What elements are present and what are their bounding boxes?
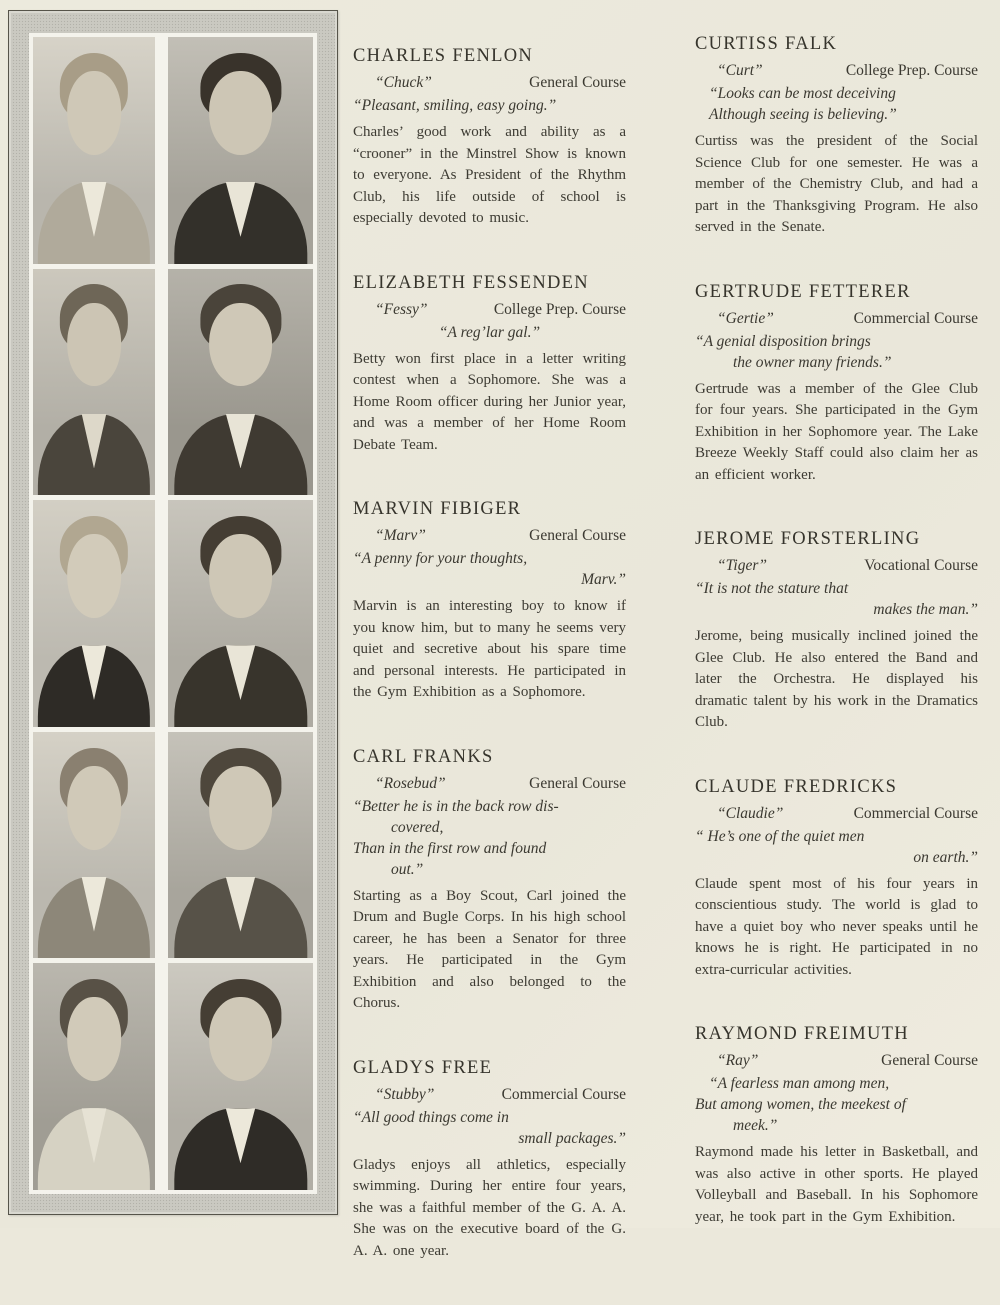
quote (353, 548, 626, 590)
nickname: “Chuck” (375, 74, 432, 91)
portrait-torso (38, 414, 150, 496)
portrait-torso (174, 1108, 307, 1190)
quote-line: “A genial disposition brings (695, 332, 871, 350)
bio-text: Gertrude was a member of the Glee Club for four years. She participated in the Gym Exhibition in her Sophomore year. The Lake Breeze Weekly Staff could also claim her as an efficient worker. (695, 380, 978, 483)
nickname: “Ray” (717, 1052, 759, 1069)
portrait-face (67, 303, 121, 387)
nickname-course-line (353, 775, 626, 793)
quote-line: covered, (391, 818, 444, 836)
portrait-photo (168, 500, 313, 727)
course-label: General Course (529, 74, 626, 91)
quote (353, 95, 626, 116)
quote-line: But among women, the meekest of (695, 1096, 906, 1113)
student-name: CLAUDE FREDRICKS (695, 776, 898, 797)
quote-line: the owner many friends.” (733, 353, 892, 371)
nickname-course-line (695, 805, 978, 823)
course-label: General Course (529, 774, 626, 792)
portrait-face (209, 997, 273, 1081)
portrait-photo (168, 963, 313, 1190)
photo-grid (29, 33, 317, 1194)
portrait-torso (174, 877, 307, 959)
portrait-face (209, 303, 273, 387)
student-entry (695, 529, 978, 734)
quote-line: “A reg’lar gal.” (438, 323, 541, 341)
student-name: GERTRUDE FETTERER (695, 281, 911, 302)
entries-column-right (695, 0, 978, 1271)
nickname-course-line (695, 310, 978, 328)
nickname: “Stubby” (375, 1085, 435, 1103)
quote-line: makes the man.” (873, 601, 978, 618)
student-name: CURTISS FALK (695, 34, 838, 54)
bio-text: Claude spent most of his four years in conscientious study. The world is glad to have a quiet boy who never speaks until he knows he is right. He participated in no extra-curricular activities. (695, 875, 978, 978)
quote (695, 578, 978, 620)
quote-line: on earth.” (913, 848, 978, 866)
nickname-course-line (353, 74, 626, 92)
course-label: Commercial Course (853, 804, 978, 822)
bio-text: Curtiss was the president of the Social Science Club for one semester. He was a member of the Chemistry Club, and had a part in the Thanksgiving Program. He also served in the Senate. (695, 133, 978, 235)
quote-line: small packages.” (518, 1129, 626, 1147)
portrait-face (67, 534, 121, 618)
bio-text: Jerome, being musically inclined joined the Glee Club. He also entered the Band and later the Orchestra. He displayed his dramatic talent by his work in the Dramatics Club. (695, 628, 978, 730)
quote (695, 83, 978, 125)
student-name: JEROME FORSTERLING (695, 529, 921, 549)
portrait-torso (174, 414, 307, 496)
course-label: General Course (881, 1052, 978, 1069)
entries-column-middle (353, 0, 626, 1305)
quote-line: “Pleasant, smiling, easy going.” (353, 97, 557, 114)
portrait-face (67, 997, 121, 1081)
photo-panel (8, 10, 338, 1215)
portrait-photo (33, 963, 155, 1190)
portrait-photo (168, 37, 313, 264)
portrait-torso (38, 1108, 150, 1190)
quote-line: “It is not the stature that (695, 580, 849, 597)
nickname-course-line (695, 557, 978, 575)
bio-text: Raymond made his letter in Basketball, and was also active in other sports. He played Volleyball and Baseball. In his Sophomore year, he took part in the Gym Exhibition. (695, 1144, 978, 1225)
nickname-course-line (353, 301, 626, 319)
nickname: “Curt” (717, 62, 763, 79)
portrait-face (67, 71, 121, 155)
student-name: CARL FRANKS (353, 746, 494, 767)
bio-text: Betty won first place in a letter writing contest when a Sophomore. She was a Home Room officer during her Junior year, and was a member of her Home Room Debate Team. (353, 350, 626, 453)
course-label: Vocational Course (864, 557, 978, 574)
course-label: Commercial Course (853, 309, 978, 327)
course-label: College Prep. Course (845, 62, 978, 79)
student-name: RAYMOND FREIMUTH (695, 1024, 909, 1044)
quote (695, 331, 978, 373)
student-entry (353, 1058, 626, 1263)
course-label: General Course (529, 527, 626, 544)
quote (695, 826, 978, 868)
student-name: GLADYS FREE (353, 1057, 493, 1078)
quote-line: meek.” (733, 1117, 778, 1134)
portrait-torso (38, 182, 150, 264)
bio-text: Starting as a Boy Scout, Carl joined the Drum and Bugle Corps. In his high school career, he has been a Senator for three years. He participated in the Gym Exhibition and also belonged to the Chorus. (353, 887, 626, 1011)
nickname-course-line (353, 1086, 626, 1104)
quote (353, 322, 626, 343)
portrait-photo (168, 269, 313, 496)
student-entry (353, 46, 626, 230)
nickname: “Tiger” (717, 557, 767, 574)
portrait-torso (38, 645, 150, 727)
bio-text: Charles’ good work and ability as a “crooner” in the Minstrel Show is known to everyone. As President of the Rhythm Club, his life outside of school is especially devoted to music. (353, 124, 626, 226)
student-entry (353, 499, 626, 704)
nickname: “Claudie” (717, 804, 784, 822)
portrait-face (209, 766, 273, 850)
portrait-photo (168, 732, 313, 959)
portrait-photo (33, 37, 155, 264)
quote-line: Although seeing is believing.” (709, 106, 897, 123)
bio-text: Gladys enjoys all athletics, especially swimming. During her entire four years, she was a faithful member of the G. A. A. She was on the executive board of the G. A. A. one year. (353, 1156, 626, 1259)
quote-line: “All good things come in (353, 1108, 509, 1126)
nickname: “Gertie” (717, 309, 774, 327)
nickname: “Marv” (375, 527, 426, 544)
student-entry (353, 747, 626, 1015)
portrait-photo (33, 269, 155, 496)
student-entry (353, 273, 626, 457)
portrait-photo (33, 500, 155, 727)
quote-line: Marv.” (581, 571, 626, 588)
nickname: “Fessy” (375, 300, 428, 318)
quote-line: “Looks can be most deceiving (709, 85, 896, 102)
course-label: Commercial Course (501, 1085, 626, 1103)
quote-line: Than in the first row and found (353, 839, 547, 857)
quote (695, 1073, 978, 1136)
quote-line: out.” (391, 860, 424, 878)
student-name: ELIZABETH FESSENDEN (353, 272, 589, 293)
portrait-torso (174, 182, 307, 264)
student-entry (695, 777, 978, 982)
nickname-course-line (353, 527, 626, 545)
quote-line: “ He’s one of the quiet men (695, 827, 865, 845)
quote-line: “Better he is in the back row dis- (353, 797, 559, 815)
nickname-course-line (695, 62, 978, 80)
quote (353, 796, 626, 880)
portrait-face (209, 534, 273, 618)
nickname-course-line (695, 1052, 978, 1070)
portrait-torso (174, 645, 307, 727)
course-label: College Prep. Course (493, 300, 626, 318)
portrait-face (209, 71, 273, 155)
portrait-face (67, 766, 121, 850)
nickname: “Rosebud” (375, 774, 446, 792)
bio-text: Marvin is an interesting boy to know if you know him, but to many he seems very quiet and secretive about his spare time and personal interests. He participated in the Gym Exhibition as a Sophomore. (353, 598, 626, 700)
student-entry (695, 282, 978, 487)
student-entry (695, 1024, 978, 1228)
quote-line: “A fearless man among men, (709, 1075, 890, 1092)
portrait-torso (38, 877, 150, 959)
student-name: CHARLES FENLON (353, 46, 534, 66)
quote-line: “A penny for your thoughts, (353, 550, 528, 567)
portrait-photo (33, 732, 155, 959)
student-name: MARVIN FIBIGER (353, 499, 522, 519)
quote (353, 1107, 626, 1149)
student-entry (695, 34, 978, 239)
